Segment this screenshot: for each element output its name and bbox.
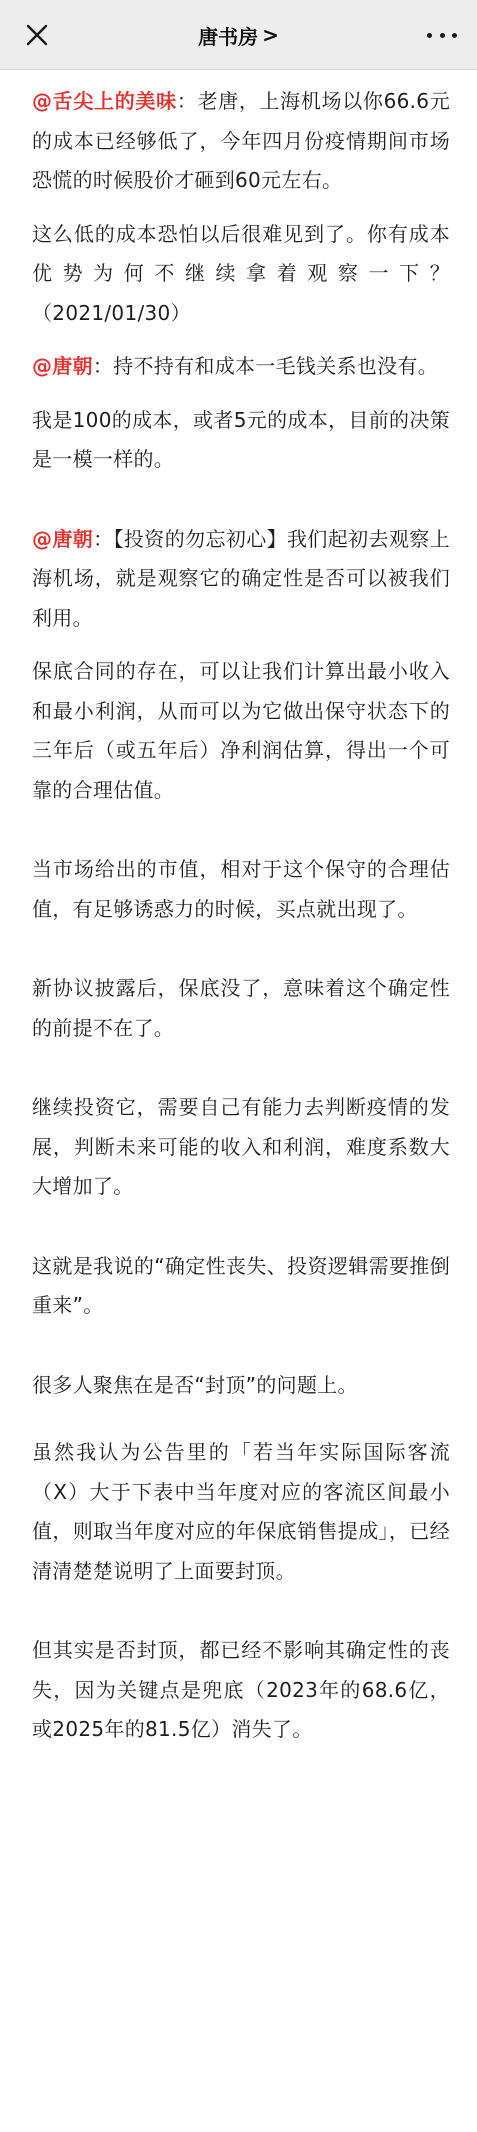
more-dot — [427, 33, 432, 38]
reply-paragraph — [32, 1088, 450, 1207]
paragraph-text: 当市场给出的市值，相对于这个保守的合理估值，有足够诱惑力的时候，买点就出现了。 — [32, 857, 450, 921]
article-content — [32, 82, 450, 1750]
user-handle[interactable]: @唐朝 — [32, 354, 93, 378]
reply-paragraph — [32, 1366, 450, 1406]
top-bar — [0, 0, 477, 70]
reply-paragraph — [32, 401, 450, 480]
paragraph-text: 继续投资它，需要自己有能力去判断疫情的发展，判断未来可能的收入和利润，难度系数大大增加了。 — [32, 1095, 450, 1198]
paragraph-text: 这就是我说的“确定性丧失、投资逻辑需要推倒重来”。 — [32, 1253, 450, 1317]
paragraph-text: 虽然我认为公告里的「若当年实际国际客流（X）大于下表中当年度对应的客流区间最小值，则取当年度对应的年保底销售提成」，已经清清楚楚说明了上面要封顶。 — [32, 1440, 450, 1583]
reply-paragraph — [32, 1433, 450, 1591]
paragraph-text: 很多人聚焦在是否“封顶”的问题上。 — [32, 1372, 358, 1397]
reply-paragraph — [32, 1247, 450, 1326]
comment-paragraph — [32, 215, 450, 334]
account-title-button[interactable] — [0, 0, 477, 70]
paragraph-text: 我是100的成本，或者5元的成本，目前的决策是一模一样的。 — [32, 407, 450, 471]
more-icon[interactable] — [427, 29, 457, 41]
page-title: 唐书房 — [198, 24, 259, 49]
more-dot — [452, 33, 457, 38]
reply-paragraph — [32, 969, 450, 1048]
paragraph-text: 保底合同的存在，可以让我们计算出最小收入和最小利润，从而可以为它做出保守状态下的三年后（或五年后）净利润估算，得出一个可靠的合理估值。 — [32, 659, 450, 802]
user-handle[interactable]: @唐朝 — [32, 526, 94, 551]
comment-paragraph — [32, 82, 450, 201]
chevron-right-icon: > — [262, 23, 279, 47]
reply-paragraph — [32, 347, 450, 387]
paragraph-text: 但其实是否封顶，都已经不影响其确定性的丧失，因为关键点是兜底（2023年的68.6亿，或2025年的81.5亿）消失了。 — [32, 1638, 450, 1741]
paragraph-text: ：持不持有和成本一毛钱关系也没有。 — [92, 354, 439, 378]
reply-paragraph — [32, 520, 450, 639]
paragraph-text: 这么低的成本恐怕以后很难见到了。你有成本优势为何不继续拿着观察一下？（2021/01/30） — [32, 221, 450, 325]
user-handle[interactable]: @舌尖上的美味 — [32, 89, 177, 113]
reply-paragraph — [32, 850, 450, 929]
more-dot — [440, 33, 445, 38]
paragraph-text: ：【投资的勿忘初心】我们起初去观察上海机场，就是观察它的确定性是否可以被我们利用。 — [32, 526, 450, 630]
reply-paragraph — [32, 652, 450, 810]
reply-paragraph — [32, 1631, 450, 1750]
paragraph-text: 新协议披露后，保底没了，意味着这个确定性的前提不在了。 — [32, 976, 450, 1040]
paragraph-text: ：老唐，上海机场以你66.6元的成本已经够低了，今年四月份疫情期间市场恐慌的时候股价才砸到60元左右。 — [32, 89, 451, 192]
